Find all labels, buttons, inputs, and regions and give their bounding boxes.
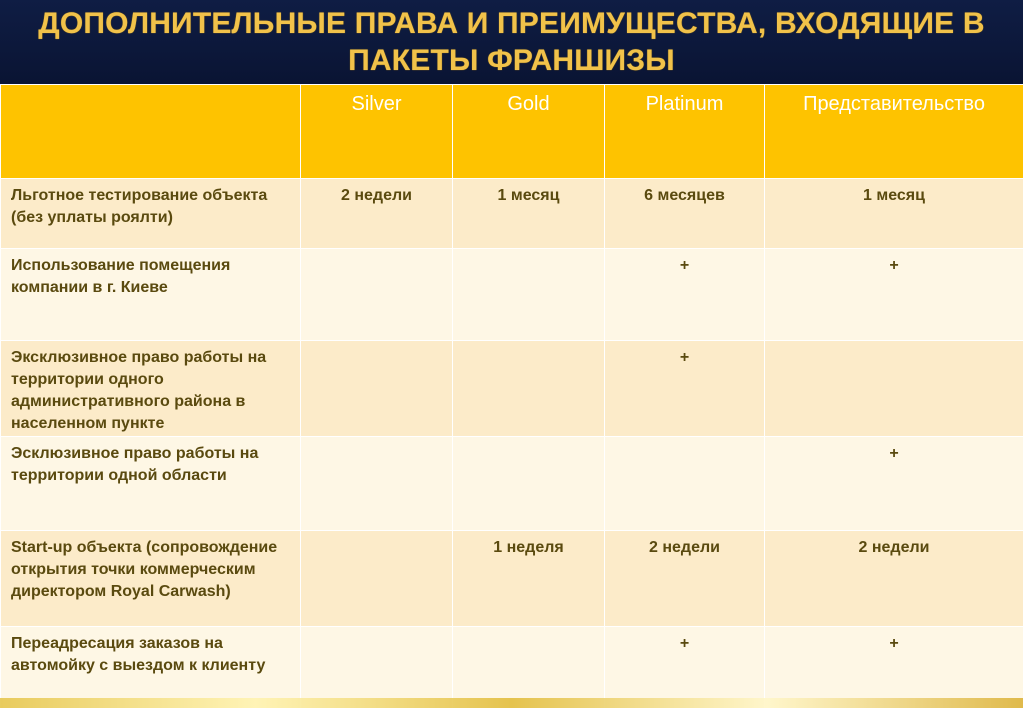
silver-cell: 2 недели (301, 179, 453, 249)
slide-header (0, 0, 1023, 84)
slide-title: ДОПОЛНИТЕЛЬНЫЕ ПРАВА И ПРЕИМУЩЕСТВА, ВХОДЯЩИЕ В ПАКЕТЫ ФРАНШИЗЫ (38, 7, 985, 77)
gold-cell (453, 627, 605, 708)
silver-cell (301, 341, 453, 437)
table-row (1, 179, 1023, 249)
silver-cell (301, 437, 453, 531)
representative-cell: + (765, 627, 1023, 708)
gold-cell (453, 341, 605, 437)
table-row (1, 249, 1023, 341)
header-platinum: Platinum (605, 85, 765, 179)
gold-cell: 1 неделя (453, 531, 605, 627)
gold-cell (453, 437, 605, 531)
decorative-gold-strip (0, 698, 1023, 708)
feature-cell: Использование помещения компании в г. Киеве (1, 249, 301, 341)
platinum-cell: 6 месяцев (605, 179, 765, 249)
header-gold: Gold (453, 85, 605, 179)
table-row (1, 531, 1023, 627)
gold-cell (453, 249, 605, 341)
representative-cell: 1 месяц (765, 179, 1023, 249)
header-empty-cell (1, 85, 301, 179)
representative-cell: + (765, 437, 1023, 531)
gold-cell: 1 месяц (453, 179, 605, 249)
feature-cell: Start-up объекта (сопровождение открытия точки коммерческим директором Royal Carwash) (1, 531, 301, 627)
table-row (1, 341, 1023, 437)
platinum-cell: + (605, 249, 765, 341)
table-row (1, 437, 1023, 531)
silver-cell (301, 249, 453, 341)
feature-cell: Льготное тестирование объекта (без уплаты роялти) (1, 179, 301, 249)
table-header-row (1, 85, 1023, 179)
header-silver: Silver (301, 85, 453, 179)
platinum-cell: + (605, 627, 765, 708)
franchise-packages-table (0, 84, 1023, 708)
franchise-table-container (0, 84, 1023, 708)
header-representative: Представительство (765, 85, 1023, 179)
representative-cell: + (765, 249, 1023, 341)
silver-cell (301, 627, 453, 708)
platinum-cell: 2 недели (605, 531, 765, 627)
feature-cell: Эксклюзивное право работы на территории одного административного района в населенном пункте (1, 341, 301, 437)
representative-cell (765, 341, 1023, 437)
representative-cell: 2 недели (765, 531, 1023, 627)
silver-cell (301, 531, 453, 627)
feature-cell: Эсклюзивное право работы на территории одной области (1, 437, 301, 531)
platinum-cell (605, 437, 765, 531)
feature-cell: Переадресация заказов на автомойку с выездом к клиенту (1, 627, 301, 708)
table-row (1, 627, 1023, 708)
platinum-cell: + (605, 341, 765, 437)
